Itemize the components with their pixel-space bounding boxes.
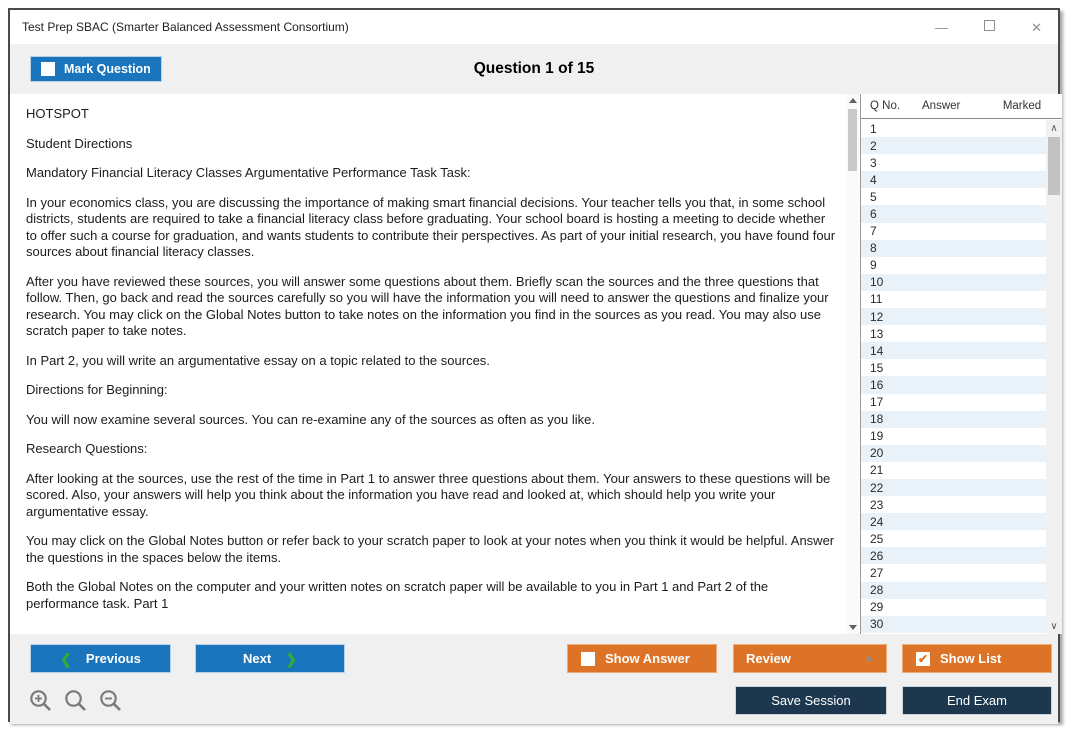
save-session-button[interactable] [735,686,887,715]
paragraph: You may click on the Global Notes button or refer back to your scratch paper to look at your notes when you think it would be helpful. Answer the questions in the spaces below the items. [26,533,835,565]
list-scroll-up-icon[interactable]: ∧ [1050,122,1058,134]
app-window [8,8,1060,722]
paragraph: HOTSPOT [26,106,89,121]
question-row[interactable]: 2 [861,137,1046,154]
question-text [10,94,846,634]
zoom-in-icon[interactable] [28,688,54,714]
question-row[interactable]: 28 [861,582,1046,599]
paragraph: You will now examine several sources. You can re-examine any of the sources as often as you like. [26,411,595,427]
scroll-up-icon[interactable] [846,94,859,107]
paragraph: After you have reviewed these sources, you will answer some questions about them. Briefly scan the sources and the three questions that follow. Then, go back and read the sources carefully so you will have the information you will need to answer the questions and finalize your research. You may click on the Global Notes button to take notes on the information you find in the sources as you read. You may also use scratch paper to take notes. [26,273,829,338]
header-band [10,44,1058,94]
question-row[interactable]: 1 [870,121,877,136]
question-row[interactable]: 4 [861,171,1046,188]
zoom-reset-icon[interactable] [63,688,89,714]
mark-question-button[interactable] [30,56,162,82]
paragraph: In your economics class, you are discussing the importance of making smart financial decisions. Your teacher tells you that, in some school districts, students are required to take a financial literacy class before graduating. Your school board is hosting a meeting to decide whether to offer such a course for graduation, and wants students to contribute their perspectives. As part of your initial research, you have found four sources about financial literacy classes. [26,194,836,259]
question-row[interactable]: 14 [861,342,1046,359]
question-row[interactable]: 7 [870,224,877,239]
question-row[interactable]: 26 [861,547,1046,564]
chevron-right-icon: ❯ [285,650,297,667]
paragraph: After looking at the sources, use the rest of the time in Part 1 to answer three questions about them. Your answers to these questions will be scored. Also, your answers will help you think about the information you have read and looked at, which should help you write your argumentative essay. [26,470,831,519]
question-row[interactable]: 5 [870,189,877,204]
question-list-header [861,94,1062,119]
question-row[interactable]: 16 [861,376,1046,393]
list-scrollbar[interactable] [1046,120,1062,634]
question-row[interactable]: 15 [870,360,884,375]
column-answer: Answer [922,100,961,112]
question-row[interactable]: 9 [870,258,877,273]
paragraph: In Part 2, you will write an argumentative essay on a topic related to the sources. [26,352,490,368]
show-answer-checkbox[interactable] [581,652,595,666]
question-row[interactable]: 23 [870,497,884,512]
question-row[interactable]: 24 [861,513,1046,530]
end-exam-label: End Exam [947,693,1007,708]
scroll-down-icon[interactable] [846,621,859,634]
previous-label: Previous [85,651,141,666]
title-bar [10,10,1058,44]
paragraph: Mandatory Financial Literacy Classes Argumentative Performance Task Task: [26,165,471,180]
maximize-icon[interactable] [984,18,995,36]
question-row[interactable]: 6 [861,205,1046,222]
end-exam-button[interactable] [902,686,1052,715]
main-area [10,94,1058,634]
save-session-label: Save Session [771,693,851,708]
question-row[interactable]: 10 [861,274,1046,291]
question-row[interactable]: 21 [870,463,884,478]
window-controls [935,10,1042,44]
next-label: Next [243,651,272,666]
zoom-controls [28,688,124,714]
window-title: Test Prep SBAC (Smarter Balanced Assessment Consortium) [22,20,349,34]
content-scrollbar[interactable] [846,94,859,634]
question-counter: Question 1 of 15 [473,60,595,77]
chevron-left-icon: ❮ [60,650,72,667]
question-row[interactable]: 12 [861,308,1046,325]
next-button[interactable] [195,644,345,673]
list-scroll-down-icon[interactable]: ∨ [1050,620,1058,632]
show-answer-button[interactable] [567,644,717,673]
zoom-out-icon[interactable] [98,688,124,714]
show-list-label: Show List [940,651,1002,666]
paragraph: Both the Global Notes on the computer and your written notes on scratch paper will be available to you in Part 1 and Part 2 of the performance task. Part 1 [26,579,769,611]
question-list-rows [861,120,1046,633]
triangle-up-icon: ▲ [864,653,874,664]
check-icon: ✔ [917,651,929,666]
mark-question-checkbox[interactable] [41,62,55,76]
review-button[interactable] [733,644,887,673]
question-row[interactable]: 8 [861,240,1046,257]
footer-bar [10,634,1058,724]
question-row[interactable]: 29 [870,600,884,615]
question-row[interactable]: 18 [861,411,1046,428]
list-scrollbar-thumb[interactable] [1048,137,1060,195]
question-row[interactable]: 27 [870,565,884,580]
previous-button[interactable] [30,644,171,673]
close-icon[interactable]: ✕ [1031,19,1042,35]
mark-question-label: Mark Question [64,62,151,76]
question-row[interactable]: 11 [870,292,883,307]
paragraph: Research Questions: [26,441,148,456]
question-row[interactable]: 20 [861,445,1046,462]
question-row[interactable]: 22 [861,479,1046,496]
show-answer-label: Show Answer [605,651,690,666]
question-row[interactable]: 17 [870,395,884,410]
paragraph: Student Directions [26,135,133,151]
paragraph: Directions for Beginning: [26,382,168,397]
question-row[interactable]: 3 [870,155,877,170]
show-list-checkbox[interactable] [916,652,930,666]
content-scrollbar-thumb[interactable] [848,109,857,171]
column-qno: Q No. [870,100,901,112]
show-list-button[interactable] [902,644,1052,673]
minimize-icon[interactable]: — [935,19,949,35]
question-row[interactable]: 25 [870,531,884,546]
column-marked: Marked [1002,100,1042,112]
question-row[interactable]: 30 [861,616,1046,633]
review-label: Review [746,651,791,666]
question-list-panel [860,94,1062,634]
question-row[interactable]: 19 [870,429,884,444]
question-row[interactable]: 13 [870,326,884,341]
